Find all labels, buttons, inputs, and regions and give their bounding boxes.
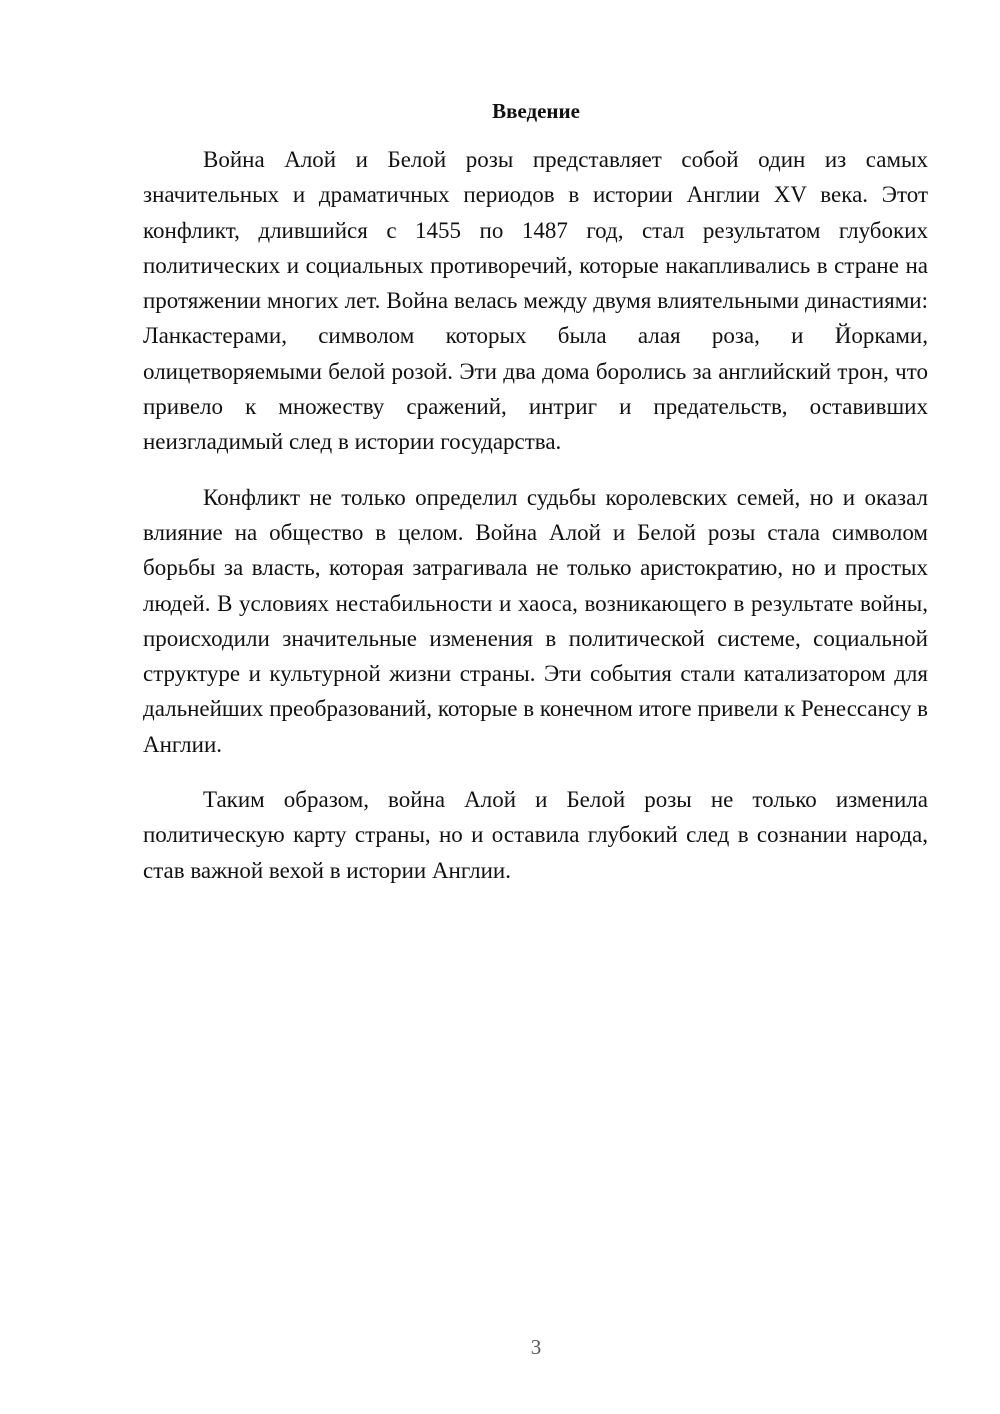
paragraph-2: Конфликт не только определил судьбы королевских семей, но и оказал влияние на общество в целом. Война Алой и Белой розы стала символом борьбы за власть, которая затрагивала не только аристократию, но и простых людей. В условиях нестабильности и хаоса, возникающего в результате войны, происходили значительные изменения в политической системе, социальной структуре и культурной жизни страны. Эти события стали катализатором для дальнейших преобразований, которые в конечном итоге привели к Ренессансу в Англии. (143, 484, 928, 757)
document-body (143, 142, 928, 908)
paragraph-3: Таким образом, война Алой и Белой розы не только изменила политическую карту страны, но и оставила глубокий след в сознании народа, став важной вехой в истории Англии. (143, 787, 928, 883)
page-title: Введение (492, 99, 580, 123)
page-number: 3 (530, 1335, 542, 1359)
paragraph-1: Война Алой и Белой розы представляет собой один из самых значительных и драматичных периодов в истории Англии XV века. Этот конфликт, длившийся с 1455 по 1487 год, стал результатом глубоких политических и социальных противоречий, которые накапливались в стране на протяжении многих лет. Война велась между двумя влиятельными династиями: Ланкастерами, символом которых была алая роза, и Йорками, олицетворяемыми белой розой. Эти два дома боролись за английский трон, что привело к множеству сражений, интриг и предательств, оставивших неизгладимый след в истории государства. (143, 147, 928, 455)
